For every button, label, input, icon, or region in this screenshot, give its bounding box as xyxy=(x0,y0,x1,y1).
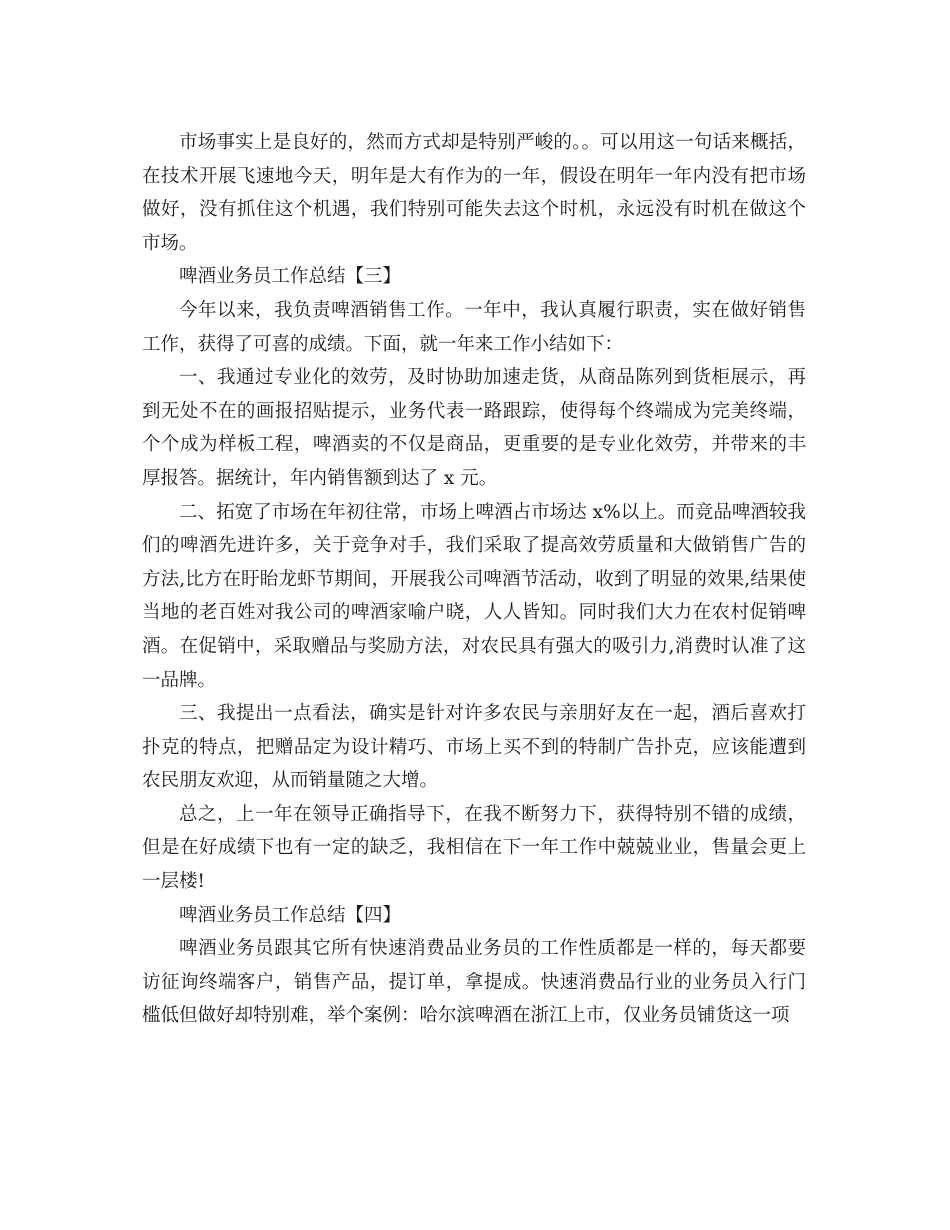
paragraph-conclusion: 总之，上一年在领导正确指导下，在我不断努力下，获得特别不错的成绩，但是在好成绩下也有一定的缺乏，我相信在下一年工作中兢兢业业，售量会更上一层楼! xyxy=(142,803,806,893)
paragraph-point-three: 三、我提出一点看法，确实是针对许多农民与亲朋好友在一起，酒后喜欢打扑克的特点，把赠品定为设计精巧、市场上买不到的特制广告扑克，应该能遭到农民朋友欢迎，从而销量随之大增。 xyxy=(142,703,806,792)
paragraph-section-four-body: 啤酒业务员跟其它所有快速消费品业务员的工作性质都是一样的，每天都要访征询终端客户，销售产品，提订单，拿提成。快速消费品行业的业务员入行门槛低但做好却特别难，举个案例：哈尔滨啤酒在浙江上市，仅业务员铺货这一项 xyxy=(142,938,806,1027)
paragraph-point-one: 一、我通过专业化的效劳，及时协助加速走货，从商品陈列到货柜展示，再到无处不在的画报招贴提示，业务代表一路跟踪，使得每个终端成为完美终端，个个成为样板工程，啤酒卖的不仅是商品，更重要的是专业化效劳，并带来的丰厚报答。据统计，年内销售额到达了 x 元。 xyxy=(142,367,806,489)
section-heading-three: 啤酒业务员工作总结【三】 xyxy=(179,266,402,288)
paragraph-market-summary: 市场事实上是良好的，然而方式却是特别严峻的。。可以用这一句话来概括，在技术开展飞速地今天，明年是大有作为的一年，假设在明年一年内没有把市场做好，没有抓住这个机遇，我们特别可能失去这个时机，永远没有时机在做这个市场。 xyxy=(142,132,806,254)
paragraph-intro: 今年以来，我负责啤酒销售工作。一年中，我认真履行职责，实在做好销售工作，获得了可喜的成绩。下面，就一年来工作小结如下： xyxy=(142,299,806,355)
paragraph-point-two: 二、拓宽了市场在年初往常，市场上啤酒占市场达 x%以上。而竞品啤酒较我们的啤酒先进许多，关于竞争对手，我们采取了提高效劳质量和大做销售广告的方法,比方在盱眙龙虾节期间，开展我公司啤酒节活动，收到了明显的效果,结果使当地的老百姓对我公司的啤酒家喻户晓，人人皆知。同时我们大力在农村促销啤酒。在促销中，采取赠品与奖励方法，对农民具有强大的吸引力,消费时认准了这一品牌。 xyxy=(142,501,806,691)
document-body xyxy=(142,126,806,1033)
section-heading-four: 啤酒业务员工作总结【四】 xyxy=(179,904,402,926)
